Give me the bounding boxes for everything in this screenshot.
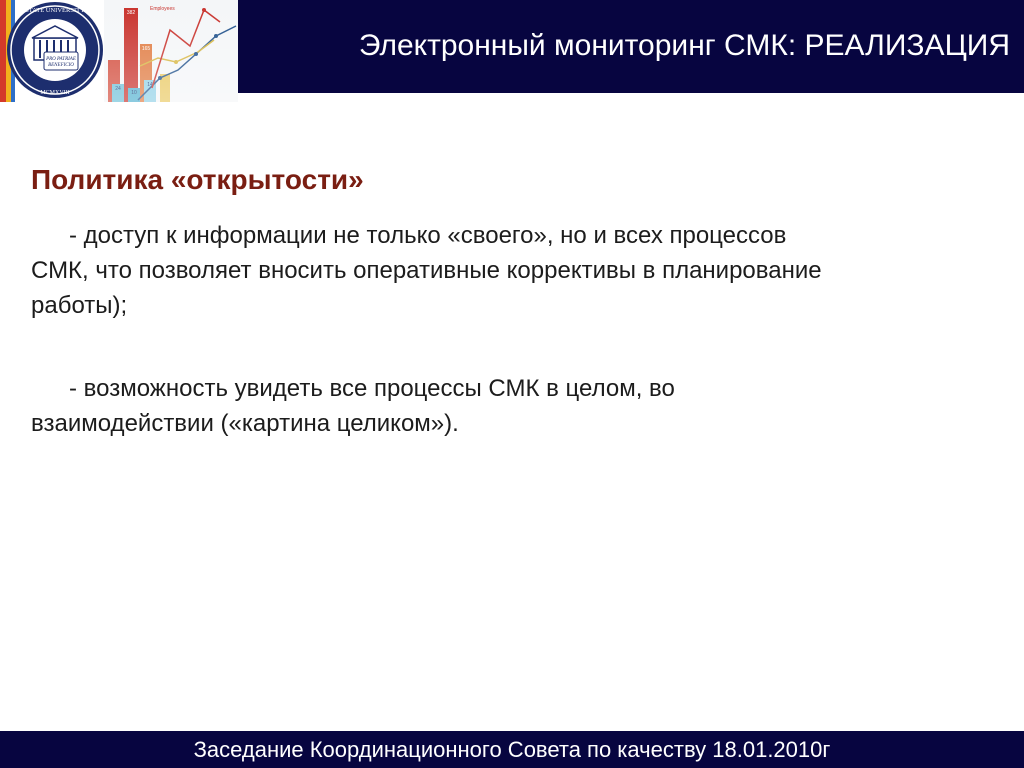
header-collage (0, 0, 238, 102)
header-logo-area (0, 0, 238, 102)
page-title: Электронный мониторинг СМК: РЕАЛИЗАЦИЯ (358, 29, 1010, 62)
header-band (238, 0, 1024, 93)
paragraph-access (31, 218, 991, 323)
university-seal-icon (7, 2, 103, 98)
seal-year-text: MCMXVIII (40, 90, 70, 96)
paragraph-overview-line-1: - возможность увидеть все процессы СМК в целом, во (69, 375, 675, 402)
section-heading: Политика «открытости» (31, 164, 364, 195)
seal-motto-2: BENEFICIO (48, 63, 74, 68)
seal-ring-text: STATE UNIVERSITY (25, 7, 85, 14)
footer-band (0, 731, 1024, 768)
paragraph-overview (31, 371, 991, 441)
seal-motto-1: PRO PATRIAE (46, 57, 76, 62)
paragraph-overview-line-2: взаимодействии («картина целиком»). (31, 410, 459, 437)
paragraph-access-line-3: работы); (31, 292, 128, 319)
chart-collage (104, 0, 238, 102)
footer-text: Заседание Координационного Совета по качеству 18.01.2010г (193, 737, 831, 762)
paragraph-access-line-1: - доступ к информации не только «своего», но и всех процессов (69, 222, 787, 249)
paragraph-access-line-2: СМК, что позволяет вносить оперативные коррективы в планирование (31, 257, 822, 284)
